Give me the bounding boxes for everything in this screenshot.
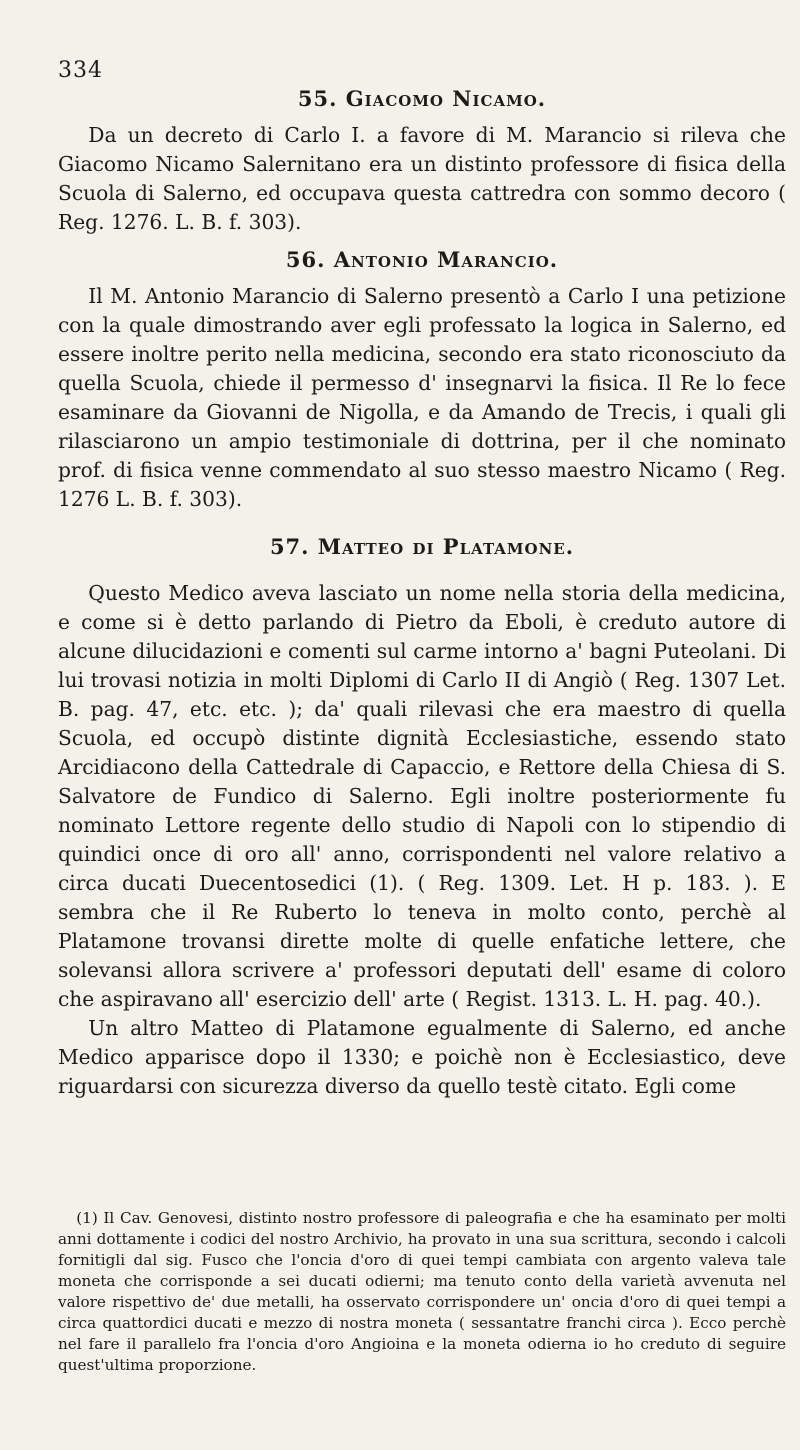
- paragraph-55-1: Da un decreto di Carlo I. a favore di M. Marancio si rileva che Giacomo Nicamo Salernitano era un distinto professore di fisica della Scuola di Salerno, ed occupava questa cattredra con sommo decoro ( Reg. 1276. L. B. f. 303).: [58, 123, 786, 234]
- paragraph-57-2: Un altro Matteo di Platamone egualmente di Salerno, ed anche Medico apparisce dopo il 1330; e poichè non è Ecclesiastico, deve riguardarsi con sicurezza diverso da quello testè citato. Egli come: [58, 1016, 786, 1098]
- book-page: [58, 58, 786, 1438]
- section-heading-57: 57. Matteo di Platamone.: [269, 534, 575, 559]
- footnote-1: (1) Il Cav. Genovesi, distinto nostro professore di paleografia e che ha esaminato per molti anni dottamente i codici del nostro Archivio, ha provato in una sua scrittura, secondo i calcoli fornitigli dal sig. Fusco che l'oncia d'oro di quei tempi cambiata con argento valeva tale moneta che corrisponde a sei ducati odierni; ma tenuto conto della varietà avvenuta nel valore rispettivo de' due metalli, ha osservato corrispondere un' oncia d'oro di quei tempi a circa quattordici ducati e mezzo di nostra moneta ( sessantatre franchi circa ). Ecco perchè nel fare il parallelo fra l'oncia d'oro Angioina e la moneta odierna io ho creduto di seguire quest'ultima proporzione.: [58, 1209, 786, 1374]
- paragraph-56-1: Il M. Antonio Marancio di Salerno presentò a Carlo I una petizione con la quale dimostrando aver egli professato la logica in Salerno, ed essere inoltre perito nella medicina, secondo era stato riconosciuto da quella Scuola, chiede il permesso d' insegnarvi la fisica. Il Re lo fece esaminare da Giovanni de Nigolla, e da Amando de Trecis, i quali gli rilasciarono un ampio testimoniale di dottrina, per il che nominato prof. di fisica venne commendato al suo stesso maestro Nicamo ( Reg. 1276 L. B. f. 303).: [58, 284, 786, 511]
- section-heading-56: 56. Antonio Marancio.: [285, 247, 559, 272]
- section-heading-55: 55. Giacomo Nicamo.: [297, 86, 547, 111]
- main-text: [58, 86, 786, 1101]
- paragraph-57-1: Questo Medico aveva lasciato un nome nella storia della medicina, e come si è detto parlando di Pietro da Eboli, è creduto autore di alcune dilucidazioni e comenti sul carme intorno a' bagni Puteolani. Di lui trovasi notizia in molti Diplomi di Carlo II di Angiò ( Reg. 1307 Let. B. pag. 47, etc. etc. ); da' quali rilevasi che era maestro di quella Scuola, ed occupò distinte dignità Ecclesiastiche, essendo stato Arcidiacono della Cattedrale di Capaccio, e Rettore della Chiesa di S. Salvatore de Fundico di Salerno. Egli inoltre posteriormente fu nominato Lettore regente dello studio di Napoli con lo stipendio di quindici once di oro all' anno, corrispondenti nel valore relativo a circa ducati Duecentosedici (1). ( Reg. 1309. Let. H p. 183. ). E sembra che il Re Ruberto lo teneva in molto conto, perchè al Platamone trovansi dirette molte di quelle enfatiche lettere, che solevansi allora scrivere a' professori deputati dell' esame di coloro che aspiravano all' esercizio dell' arte ( Regist. 1313. L. H. pag. 40.).: [58, 581, 786, 1011]
- page-number: 334: [58, 58, 103, 83]
- footnote-block: [58, 1208, 786, 1376]
